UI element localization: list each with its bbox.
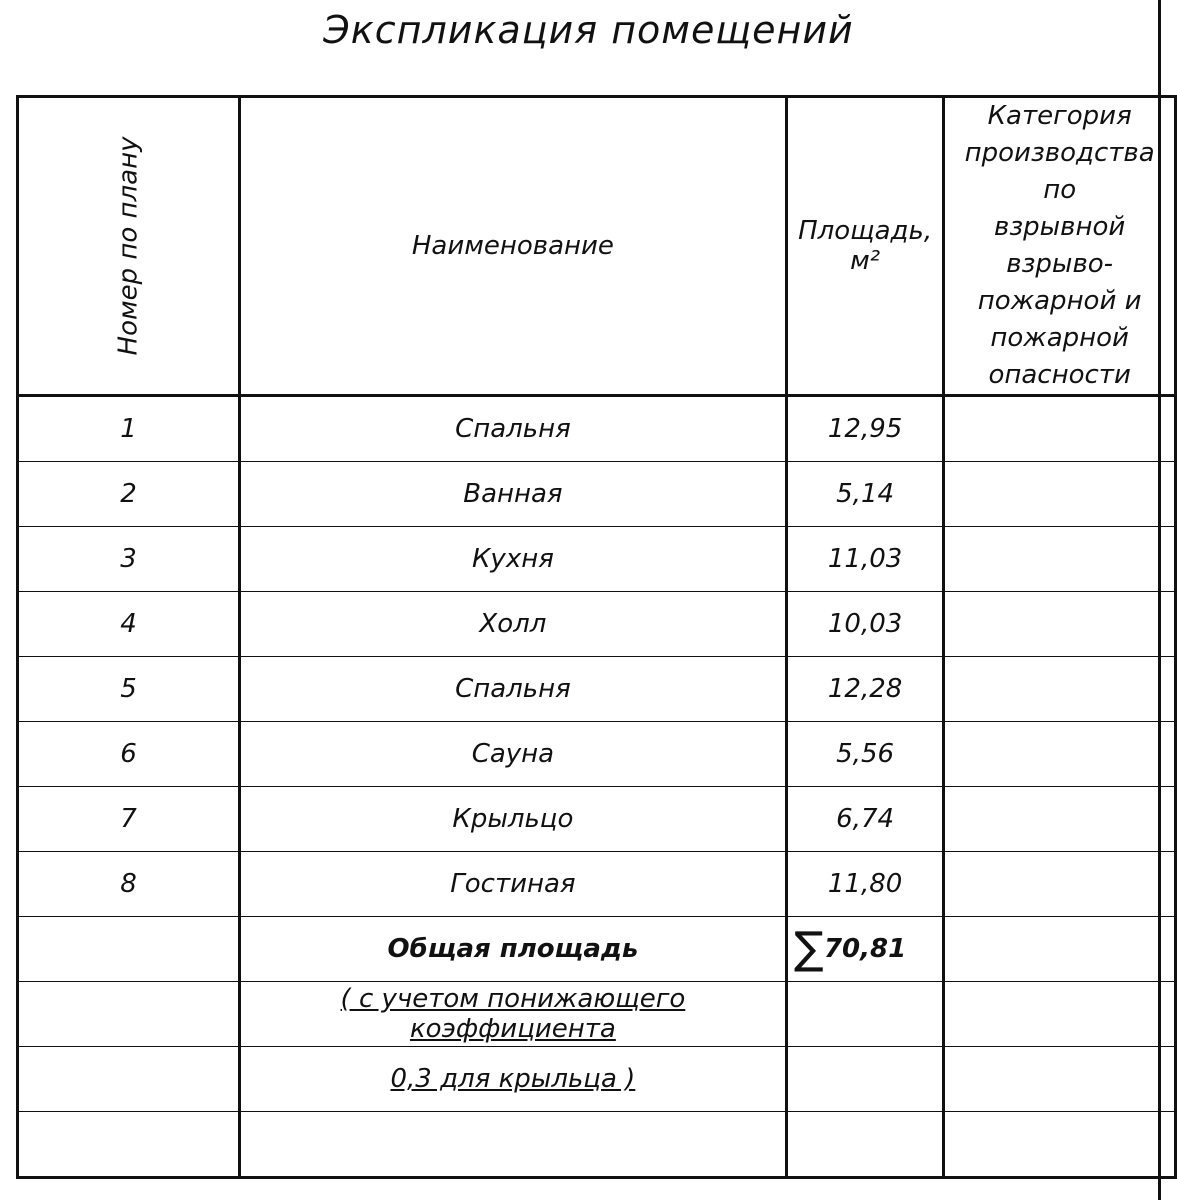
explication-table xyxy=(16,95,1177,1179)
note-row xyxy=(18,982,1176,1047)
row-number: 6 xyxy=(18,722,240,787)
row-number: 8 xyxy=(18,852,240,917)
row-number: 2 xyxy=(18,462,240,527)
header-category-line: взрыво- xyxy=(1006,249,1114,279)
header-name: Наименование xyxy=(411,231,614,261)
row-category xyxy=(944,852,1176,917)
row-name: Холл xyxy=(239,592,786,657)
header-category-line: производства по xyxy=(964,138,1155,205)
row-name: Кухня xyxy=(239,527,786,592)
total-label-cell xyxy=(239,917,824,982)
table-row xyxy=(18,592,1176,657)
row-number: 3 xyxy=(18,527,240,592)
header-category-line: опасности xyxy=(988,360,1131,390)
total-value: 70,81 xyxy=(786,917,943,982)
page-title: Экспликация помещений xyxy=(323,8,854,52)
note-line-cell xyxy=(239,1047,786,1112)
empty-cell xyxy=(239,1112,786,1178)
table-row xyxy=(18,396,1176,462)
header-number: Номер по плану xyxy=(113,136,144,356)
row-number: 7 xyxy=(18,787,240,852)
row-category xyxy=(944,657,1176,722)
note-category xyxy=(944,1047,1176,1112)
header-area-cell xyxy=(786,97,943,396)
row-area: 11,03 xyxy=(786,527,943,592)
row-category xyxy=(944,787,1176,852)
header-category-line: Категория xyxy=(987,101,1132,131)
row-category xyxy=(944,396,1176,462)
row-name: Сауна xyxy=(239,722,786,787)
row-category xyxy=(944,592,1176,657)
row-number: 1 xyxy=(18,396,240,462)
header-category-line: взрывной xyxy=(994,212,1126,242)
total-row xyxy=(18,917,1176,982)
row-name: Гостиная xyxy=(239,852,786,917)
note-category xyxy=(944,982,1176,1047)
row-name: Спальня xyxy=(239,657,786,722)
note-line-cell xyxy=(239,982,786,1047)
total-category xyxy=(944,917,1176,982)
row-name: Крыльцо xyxy=(239,787,786,852)
header-category-cell xyxy=(944,97,1176,396)
empty-cell xyxy=(944,1112,1176,1178)
row-number: 4 xyxy=(18,592,240,657)
row-area: 6,74 xyxy=(786,787,943,852)
sum-icon: ∑ xyxy=(793,923,824,974)
table-row xyxy=(18,657,1176,722)
row-area: 5,56 xyxy=(786,722,943,787)
row-area: 5,14 xyxy=(786,462,943,527)
row-area: 11,80 xyxy=(786,852,943,917)
row-category xyxy=(944,462,1176,527)
table-row xyxy=(18,852,1176,917)
header-name-cell xyxy=(239,97,786,396)
empty-cell xyxy=(786,1112,943,1178)
row-number: 5 xyxy=(18,657,240,722)
header-category-line: пожарной и xyxy=(977,286,1142,316)
header-category-line: пожарной xyxy=(990,323,1129,353)
note-line-2: 0,3 для крыльца ) xyxy=(390,1064,636,1094)
row-name: Спальня xyxy=(239,396,786,462)
note-line-1: ( с учетом понижающего коэффициента xyxy=(340,984,686,1044)
note-area xyxy=(786,1047,943,1112)
empty-row xyxy=(18,1112,1176,1178)
table-row xyxy=(18,787,1176,852)
total-number xyxy=(18,917,240,982)
row-area: 12,28 xyxy=(786,657,943,722)
table-row xyxy=(18,722,1176,787)
header-area: Площадь, м² xyxy=(798,216,933,276)
note-number xyxy=(18,982,240,1047)
table-row xyxy=(18,527,1176,592)
note-row xyxy=(18,1047,1176,1112)
header-row xyxy=(18,97,1176,396)
note-area xyxy=(786,982,943,1047)
empty-cell xyxy=(18,1112,240,1178)
total-label: Общая площадь xyxy=(387,934,639,964)
row-category xyxy=(944,722,1176,787)
row-area: 10,03 xyxy=(786,592,943,657)
row-name: Ванная xyxy=(239,462,786,527)
table-row xyxy=(18,462,1176,527)
row-category xyxy=(944,527,1176,592)
row-area: 12,95 xyxy=(786,396,943,462)
note-number xyxy=(18,1047,240,1112)
header-number-cell xyxy=(18,97,240,396)
